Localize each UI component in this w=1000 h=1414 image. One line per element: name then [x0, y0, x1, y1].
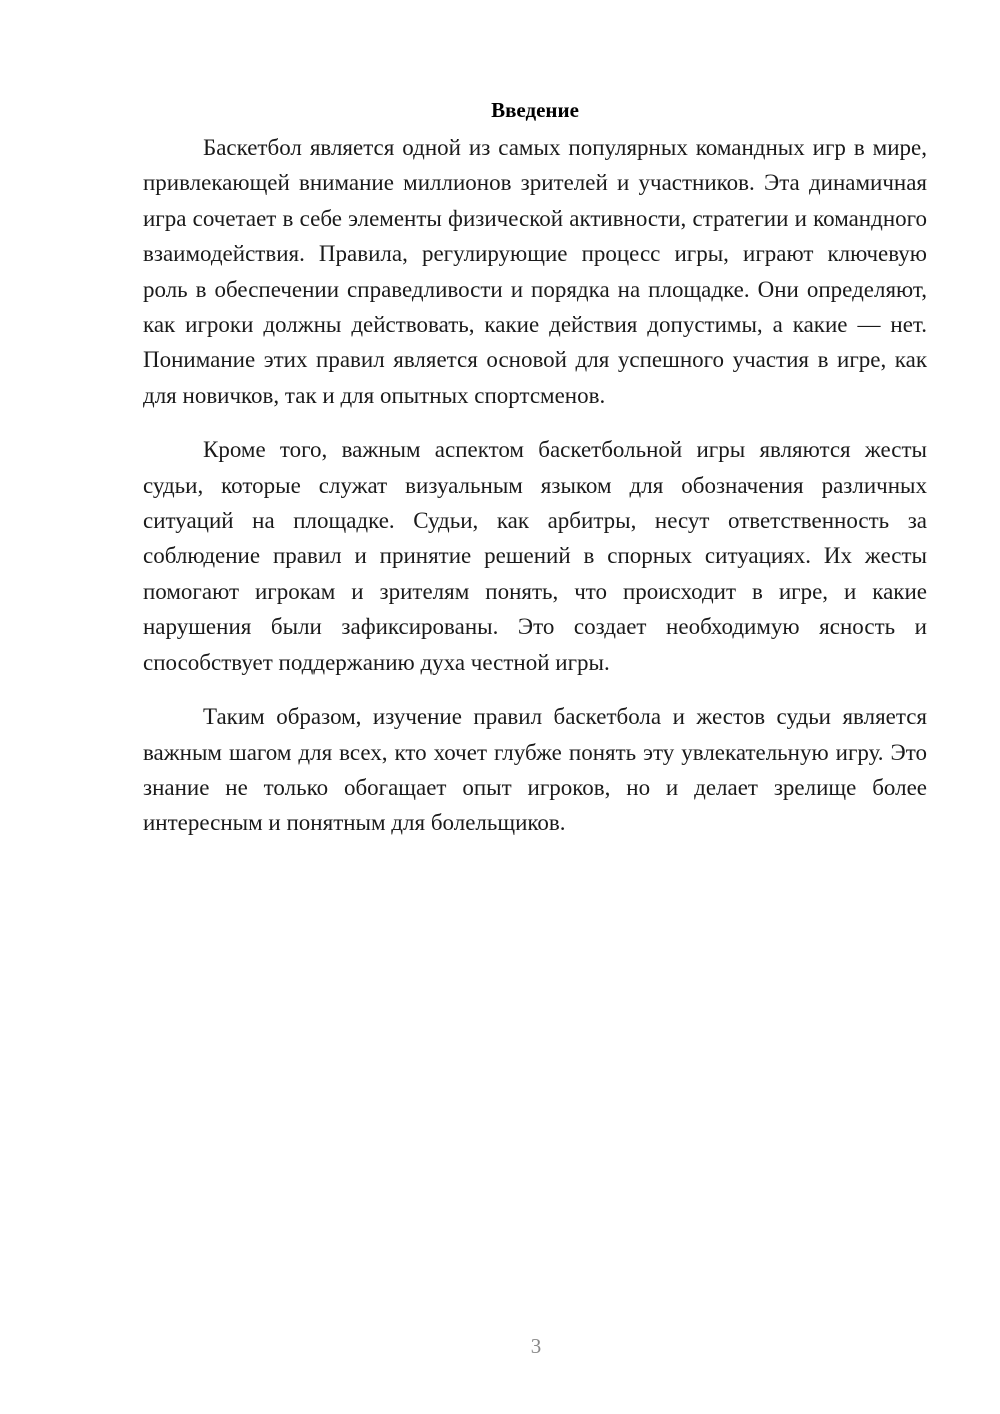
page-number: 3 [530, 1334, 542, 1358]
paragraph-referee-gestures: Кроме того, важным аспектом баскетбольной игры являются жесты судьи, которые служат визуальным языком для обозначения различных ситуаций на площадке. Судьи, как арбитры, несут ответственность за соблюдение правил и принятие решений в спорных ситуациях. Их жесты помогают игрокам и зрителям понять, что происходит в игре, и какие нарушения были зафиксированы. Это создает необходимую ясность и способствует поддержанию духа честной игры. [143, 437, 927, 675]
section-heading: Введение [491, 98, 579, 122]
page-body [143, 92, 927, 841]
paragraph-intro: Баскетбол является одной из самых популярных командных игр в мире, привлекающей внимание миллионов зрителей и участников. Эта динамичная игра сочетает в себе элементы физической активности, стратегии и командного взаимодействия. Правила, регулирующие процесс игры, играют ключевую роль в обеспечении справедливости и порядка на площадке. Они определяют, как игроки должны действовать, какие действия допустимы, а какие — нет. Понимание этих правил является основой для успешного участия в игре, как для новичков, так и для опытных спортсменов. [143, 135, 927, 408]
paragraph-conclusion: Таким образом, изучение правил баскетбола и жестов судьи является важным шагом для всех, кто хочет глубже понять эту увлекательную игру. Это знание не только обогащает опыт игроков, но и делает зрелище более интересным и понятным для болельщиков. [143, 704, 927, 836]
